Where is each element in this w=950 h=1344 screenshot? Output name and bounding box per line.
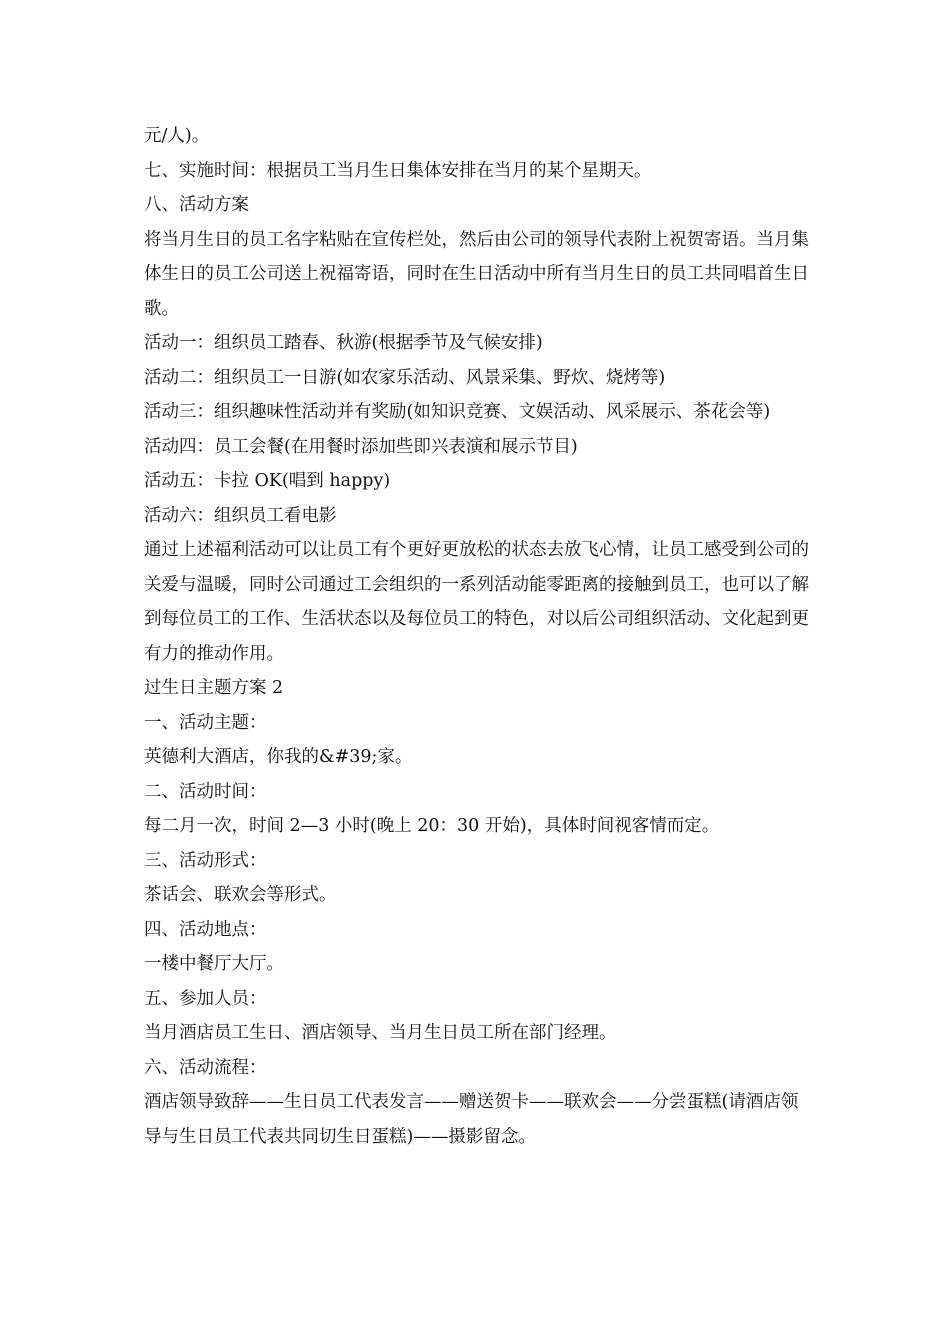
activity-six: 活动六：组织员工看电影 <box>144 505 337 526</box>
paragraph-birthday-board: 将当月生日的员工名字粘贴在宣传栏处，然后由公司的领导代表附上祝贺寄语。当月集体生日的员工公司送上祝福寄语，同时在生日活动中所有当月生日的员工共同唱首生日歌。 <box>144 229 809 319</box>
paragraph-price-tail: 元/人)。 <box>144 126 210 146</box>
paragraph-summary: 通过上述福利活动可以让员工有个更好更放松的状态去放飞心情，让员工感受到公司的关爱与温暖，同时公司通过工会组织的一系列活动能零距离的接触到员工，也可以了解到每位员工的工作、生活状态以及每位员工的特色，对以后公司组织活动、文化起到更有力的推动作用。 <box>144 540 809 664</box>
plan-two-title: 过生日主题方案 2 <box>144 678 284 698</box>
section-theme-heading: 一、活动主题： <box>144 712 267 733</box>
activity-three: 活动三：组织趣味性活动并有奖励(如知识竞赛、文娱活动、风采展示、茶花会等) <box>144 402 771 422</box>
section-implementation-time: 七、实施时间：根据员工当月生日集体安排在当月的某个星期天。 <box>144 160 652 181</box>
section-theme-text: 英德利大酒店，你我的&#39;家。 <box>144 747 413 767</box>
section-time-text: 每二月一次，时间 2—3 小时(晚上 20：30 开始)，具体时间视客情而定。 <box>144 816 720 836</box>
section-format-heading: 三、活动形式： <box>144 850 267 871</box>
section-process-text: 酒店领导致辞——生日员工代表发言——赠送贺卡——联欢会——分尝蛋糕(请酒店领导与生日员工代表共同切生日蛋糕)——摄影留念。 <box>144 1092 799 1147</box>
section-process-heading: 六、活动流程： <box>144 1057 267 1078</box>
activity-two: 活动二：组织员工一日游(如农家乐活动、风景采集、野炊、烧烤等) <box>144 367 666 388</box>
activity-four: 活动四：员工会餐(在用餐时添加些即兴表演和展示节目) <box>144 436 578 457</box>
section-participants-heading: 五、参加人员： <box>144 988 267 1009</box>
activity-one: 活动一：组织员工踏春、秋游(根据季节及气候安排) <box>144 333 543 353</box>
section-participants-text: 当月酒店员工生日、酒店领导、当月生日员工所在部门经理。 <box>144 1023 617 1043</box>
section-activity-plan-heading: 八、活动方案 <box>144 195 249 215</box>
section-time-heading: 二、活动时间： <box>144 781 267 802</box>
activity-five: 活动五：卡拉 OK(唱到 happy) <box>144 471 391 491</box>
document-body <box>144 119 814 1154</box>
section-location-heading: 四、活动地点： <box>144 919 267 940</box>
section-format-text: 茶话会、联欢会等形式。 <box>144 885 337 905</box>
section-location-text: 一楼中餐厅大厅。 <box>144 954 284 974</box>
